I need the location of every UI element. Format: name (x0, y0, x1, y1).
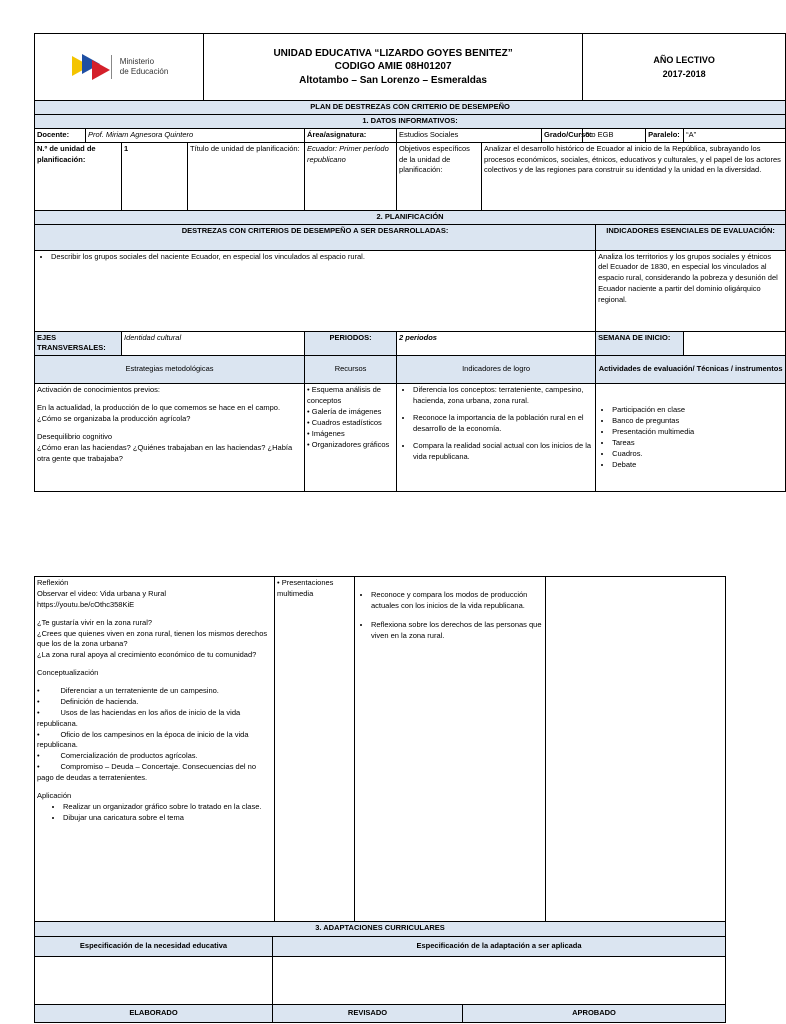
section-adaptaciones: 3. ADAPTACIONES CURRICULARES (35, 922, 726, 937)
area-value: Estudios Sociales (397, 128, 542, 142)
reflexion-title: Reflexión (37, 578, 69, 587)
objetivos-value: Analizar el desarrollo histórico de Ecuador al inicio de la República, subrayando los procesos económicos, sociales, étnicos, educativos y culturales, y el papel de los actores colectivos y de las regiones para construir su identidad y la unidad en la diversidad. (482, 142, 786, 210)
logo-cell (35, 34, 204, 101)
necesidad-header: Especificación de la necesidad educativa (35, 937, 273, 957)
school-year-cell (583, 34, 786, 101)
logros-cell-page2 (355, 577, 546, 922)
logo-line-2: de Educación (119, 67, 169, 76)
logros-cell-page1 (397, 384, 596, 492)
recurso-item: • Cuadros estadísticos (307, 417, 382, 427)
planning-page-2 (34, 576, 726, 922)
actividades-header: Actividades de evaluación/ Técnicas / instrumentos (596, 356, 786, 384)
aplicacion-item: • Dibujar una caricatura sobre el tema (63, 813, 272, 824)
logro-item: • Diferencia los conceptos: terrateniente, campesino, hacienda, zona urbana, zona rural. (413, 385, 593, 407)
revisado-label: REVISADO (273, 1005, 463, 1023)
desequilibrio-title: Desequilibrio cognitivo (37, 431, 113, 441)
recurso-item: • Imágenes (307, 428, 345, 438)
concept-item: • Definición de hacienda. (37, 696, 139, 706)
actividad-item: • Participación en clase (612, 405, 783, 416)
recurso-item: • Esquema análisis de conceptos (307, 385, 381, 406)
concept-item: • Diferenciar a un terrateniente de un campesino. (37, 686, 219, 695)
year-value: 2017-2018 (662, 69, 706, 79)
adaptacion-header: Especificación de la adaptación a ser aplicada (273, 937, 726, 957)
logro-item: • Reflexiona sobre los derechos de las personas que viven en la zona rural. (371, 620, 543, 642)
titulo-value: Ecuador: Primer período republicano (305, 142, 397, 210)
actividad-item: • Presentación multimedia (612, 427, 783, 438)
activacion-title: Activación de conocimientos previos: (37, 385, 160, 395)
logo-line-1: Ministerio (119, 57, 155, 67)
paralelo-label: Paralelo: (646, 128, 684, 142)
logro-item: • Reconoce y compara los modos de producción actuales con los inicios de la vida republicana. (371, 590, 543, 612)
grado-value: 6to EGB (583, 128, 646, 142)
actividad-item: • Tareas (612, 438, 783, 449)
logro-item: • Compara la realidad social actual con los inicios de la vida republicana. (413, 441, 593, 463)
ejes-label: EJES TRANSVERSALES: (35, 331, 122, 356)
year-label: AÑO LECTIVO (653, 54, 715, 65)
school-location: Altotambo – San Lorenzo – Esmeraldas (299, 74, 487, 86)
periodos-value: 2 periodos (397, 331, 596, 356)
destrezas-header: DESTREZAS CON CRITERIOS DE DESEMPEÑO A SER DESARROLLADAS: (35, 224, 596, 250)
destreza-text: • Describir los grupos sociales del naciente Ecuador, en especial los vinculados al espacio rural. (51, 252, 593, 263)
logro-header: Indicadores de logro (397, 356, 596, 384)
recursos-cell-page1 (305, 384, 397, 492)
indicador-text: Analiza los territorios y los grupos sociales y étnicos del Ecuador de 1830, en especial los vinculados al espacio rural, considerando la pobreza y desunión del Ecuador naciente a partir del dominio oligárquico regional. (596, 250, 786, 331)
recursos-header: Recursos (305, 356, 397, 384)
reflexion-video: Observar el video: Vida urbana y Rural (37, 588, 167, 598)
docente-value: Prof. Miriam Agnesora Quintero (86, 128, 305, 142)
school-header (204, 34, 583, 101)
logro-item: • Reconoce la importancia de la población rural en el desarrollo de la economía. (413, 413, 593, 435)
adaptacion-value[interactable] (273, 957, 726, 1005)
concept-item: • Oficio de los campesinos en la época de inicio de la vida republicana. (37, 729, 249, 750)
estrategias-header: Estrategias metodológicas (35, 356, 305, 384)
activacion-text: En la actualidad, la producción de lo que comemos se hace en el campo. ¿Cómo se organizaba la producción agrícola? (37, 403, 281, 423)
section-planificacion: 2. PLANIFICACIÓN (35, 210, 786, 224)
unidad-value: 1 (122, 142, 188, 210)
titulo-label: Título de unidad de planificación: (188, 142, 305, 210)
question-item: ¿Te gustaría vivir en la zona rural? (37, 617, 153, 627)
grado-label: Grado/Curso: (542, 128, 583, 142)
estrategias-cell-page2 (35, 577, 275, 922)
video-link[interactable]: https://youtu.be/cOthc358KiE (37, 599, 135, 609)
concept-item: • Comercialización de productos agrícolas. (37, 751, 198, 761)
ejes-value: Identidad cultural (122, 331, 305, 356)
section-datos-informativos: 1. DATOS INFORMATIVOS: (35, 114, 786, 128)
aprobado-label: APROBADO (463, 1005, 726, 1023)
desequilibrio-text: ¿Cómo eran las haciendas? ¿Quiénes trabajaban en las haciendas? ¿Había otra gente que trabajaba? (37, 442, 293, 463)
actividad-item: • Cuadros. (612, 449, 783, 460)
actividad-item: • Banco de preguntas (612, 416, 783, 427)
recurso-item: • Galería de imágenes (307, 407, 382, 416)
aplicacion-item: • Realizar un organizador gráfico sobre lo tratado en la clase. (63, 802, 272, 813)
estrategias-cell-page1 (35, 384, 305, 492)
actividades-cell-page2 (546, 577, 726, 922)
area-label: Área/asignatura: (305, 128, 397, 142)
periodos-label: PERIODOS: (305, 331, 397, 356)
ministerio-logo-icon (70, 52, 116, 82)
paralelo-value: “A” (684, 128, 786, 142)
recurso-item: • Organizadores gráficos (307, 439, 390, 449)
question-item: ¿Crees que quienes viven en zona rural, tienen los mismos derechos que los de la zona urbana? (37, 628, 268, 649)
objetivos-label: Objetivos específicos de la unidad de planificación: (397, 142, 482, 210)
concept-item: • Compromiso – Deuda – Concertaje. Consecuencias del no pago de deudas a terratenientes. (37, 762, 256, 782)
necesidad-value[interactable] (35, 957, 273, 1005)
concept-item: • Usos de las haciendas en los años de inicio de la vida republicana. (37, 707, 241, 728)
indicadores-header: INDICADORES ESENCIALES DE EVALUACIÓN: (596, 224, 786, 250)
actividades-cell-page1 (596, 384, 786, 492)
semana-value[interactable] (684, 331, 786, 356)
recursos-cell-page2: • Presentaciones multimedia (275, 577, 355, 922)
question-item: ¿La zona rural apoya al crecimiento económico de tu comunidad? (37, 650, 257, 660)
amie-code: CODIGO AMIE 08H01207 (334, 61, 452, 73)
conceptualizacion-title: Conceptualización (37, 668, 99, 678)
docente-label: Docente: (35, 128, 86, 142)
elaborado-label: ELABORADO (35, 1005, 273, 1023)
planning-page-1 (34, 33, 786, 492)
school-name: UNIDAD EDUCATIVA “LIZARDO GOYES BENITEZ” (273, 47, 513, 59)
adaptaciones-table (34, 921, 726, 1023)
actividad-item: • Debate (612, 460, 783, 471)
aplicacion-title: Aplicación (37, 790, 72, 800)
unidad-label: N.º de unidad de planificación: (35, 142, 122, 210)
semana-label: SEMANA DE INICIO: (596, 331, 684, 356)
destreza-cell (35, 250, 596, 331)
plan-title: PLAN DE DESTREZAS CON CRITERIO DE DESEMPEÑO (35, 101, 786, 115)
